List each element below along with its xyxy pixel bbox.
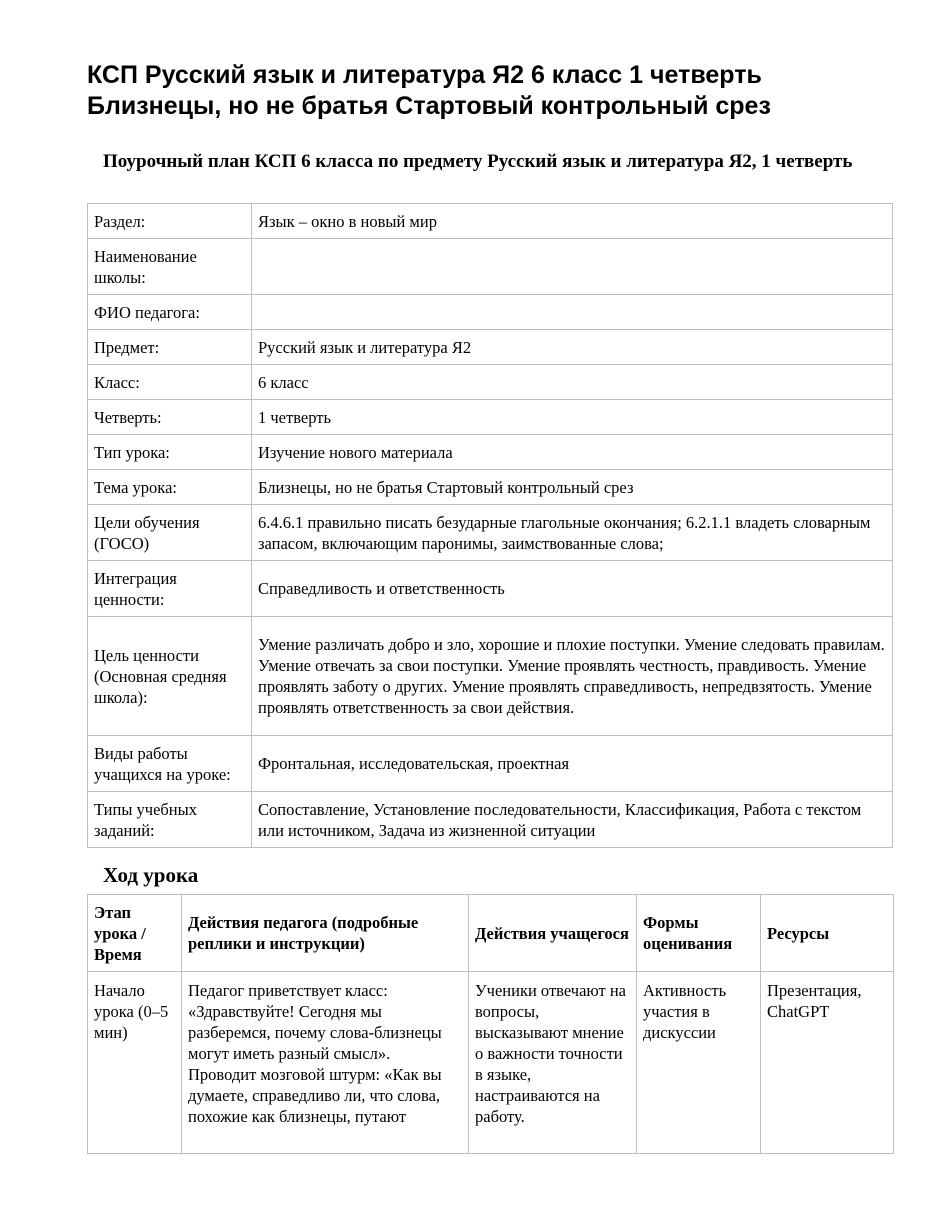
- info-value: Русский язык и литература Я2: [252, 330, 893, 365]
- lesson-info-table: [87, 203, 893, 848]
- info-value: Сопоставление, Установление последовательности, Классификация, Работа с текстом или источником, Задача из жизненной ситуации: [252, 792, 893, 848]
- lesson-assessment: Активность участия в дискуссии: [637, 972, 761, 1154]
- info-row-teacher: [88, 295, 893, 330]
- info-row-work-types: [88, 736, 893, 792]
- info-label: Цели обучения (ГОСО): [88, 505, 252, 561]
- info-row-subject: [88, 330, 893, 365]
- info-value: Справедливость и ответственность: [252, 561, 893, 617]
- lesson-header-row: [88, 895, 894, 972]
- lesson-stage: Начало урока (0–5 мин): [88, 972, 182, 1154]
- info-value: [252, 295, 893, 330]
- info-label: Четверть:: [88, 400, 252, 435]
- info-value: 6 класс: [252, 365, 893, 400]
- plan-subtitle: Поурочный план КСП 6 класса по предмету Русский язык и литература Я2, 1 четверть: [103, 151, 853, 172]
- info-label: Тема урока:: [88, 470, 252, 505]
- header-teacher-actions: Действия педагога (подробные реплики и инструкции): [182, 895, 469, 972]
- info-label: Интеграция ценности:: [88, 561, 252, 617]
- info-row-lesson-type: [88, 435, 893, 470]
- info-label: Цель ценности (Основная средняя школа):: [88, 617, 252, 736]
- info-label: Раздел:: [88, 204, 252, 239]
- info-label: Виды работы учащихся на уроке:: [88, 736, 252, 792]
- info-row-value-integration: [88, 561, 893, 617]
- info-value: Язык – окно в новый мир: [252, 204, 893, 239]
- lesson-teacher-actions: Педагог приветствует класс: «Здравствуйте! Сегодня мы разберемся, почему слова-близнецы могут иметь разный смысл». Проводит мозговой штурм: «Как вы думаете, справедливо ли, что слова, похожие как близнецы, путают: [182, 972, 469, 1154]
- lesson-row: [88, 972, 894, 1154]
- info-label: Предмет:: [88, 330, 252, 365]
- info-row-quarter: [88, 400, 893, 435]
- lesson-student-actions: Ученики отвечают на вопросы, высказывают мнение о важности точности в языке, настраиваются на работу.: [469, 972, 637, 1154]
- lesson-resources: Презентация, ChatGPT: [761, 972, 894, 1154]
- info-value: 6.4.6.1 правильно писать безударные глагольные окончания; 6.2.1.1 владеть словарным запасом, включающим паронимы, заимствованные слова;: [252, 505, 893, 561]
- info-row-school: [88, 239, 893, 295]
- info-value: Фронтальная, исследовательская, проектная: [252, 736, 893, 792]
- info-row-grade: [88, 365, 893, 400]
- document-title-line-2: Близнецы, но не братья Стартовый контрольный срез: [87, 92, 771, 120]
- header-stage: Этап урока / Время: [88, 895, 182, 972]
- info-row-section: [88, 204, 893, 239]
- info-label: Наименование школы:: [88, 239, 252, 295]
- info-label: Класс:: [88, 365, 252, 400]
- info-value: 1 четверть: [252, 400, 893, 435]
- info-value: Близнецы, но не братья Стартовый контрольный срез: [252, 470, 893, 505]
- header-student-actions: Действия учащегося: [469, 895, 637, 972]
- info-row-lesson-topic: [88, 470, 893, 505]
- document-title: [87, 60, 887, 122]
- info-value: Умение различать добро и зло, хорошие и плохие поступки. Умение следовать правилам. Умение отвечать за свои поступки. Умение проявлять честность, правдивость. Умение проявлять заботу о других. Умение проявлять справедливость, непредвзятость. Умение проявлять ответственность за свои действия.: [252, 617, 893, 736]
- lesson-flow-table: [87, 894, 894, 1154]
- info-value: [252, 239, 893, 295]
- info-label: Типы учебных заданий:: [88, 792, 252, 848]
- info-row-task-types: [88, 792, 893, 848]
- info-label: Тип урока:: [88, 435, 252, 470]
- header-resources: Ресурсы: [761, 895, 894, 972]
- info-row-value-goal: [88, 617, 893, 736]
- lesson-flow-heading: Ход урока: [103, 863, 199, 887]
- header-assessment: Формы оценивания: [637, 895, 761, 972]
- info-row-learning-goals: [88, 505, 893, 561]
- info-label: ФИО педагога:: [88, 295, 252, 330]
- document-title-line-1: КСП Русский язык и литература Я2 6 класс 1 четверть: [87, 61, 762, 89]
- info-value: Изучение нового материала: [252, 435, 893, 470]
